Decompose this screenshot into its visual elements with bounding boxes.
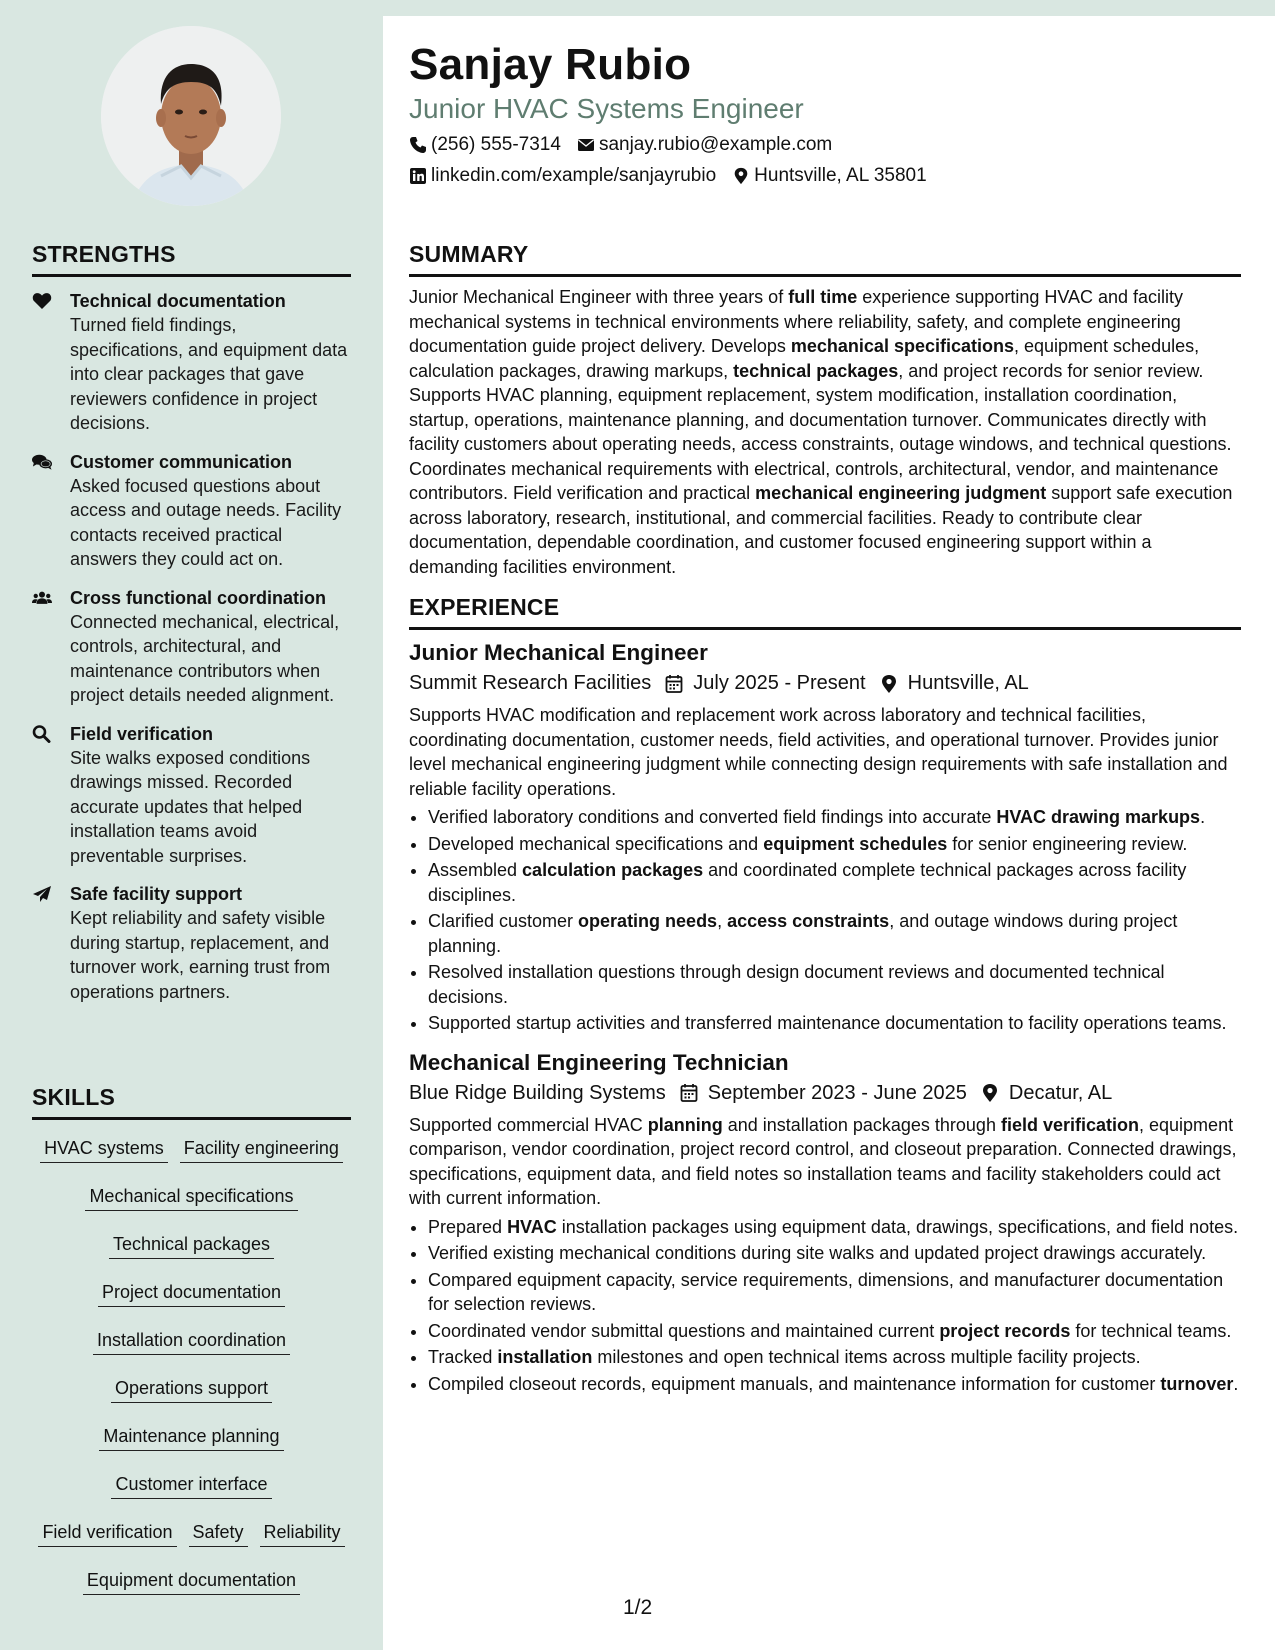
users-icon [32,586,70,708]
profile-photo [101,26,281,206]
company-name: Summit Research Facilities [409,672,652,694]
job-location-wrap [981,1082,1112,1105]
linkedin-text[interactable]: linkedin.com/example/sanjayrubio [431,165,717,186]
contact-row-2 [409,165,943,187]
location-text: Huntsville, AL 35801 [754,165,927,186]
email-text[interactable]: sanjay.rubio@example.com [598,134,833,155]
skill-tag: Maintenance planning [99,1420,283,1451]
strength-item [32,882,351,1004]
job-bullet: • Verified laboratory conditions and converted field findings into accurate HVAC drawing markups. [428,805,1241,830]
skills-heading: SKILLS [32,1084,351,1120]
skill-tag: Project documentation [98,1276,285,1307]
job-bullet: • Coordinated vendor submittal questions and maintained current project records for technical teams. [428,1319,1241,1344]
phone-contact [409,134,561,156]
skill-tag: HVAC systems [40,1132,168,1163]
email-contact[interactable] [577,134,832,156]
calendar-icon [680,1083,698,1103]
job-bullets [409,805,1241,1036]
strength-title: Technical documentation [70,291,286,311]
skill-tag: Facility engineering [180,1132,343,1163]
strength-item [32,450,351,572]
skill-tag: Technical packages [109,1228,274,1259]
strength-description: Asked focused questions about access and outage needs. Facility contacts received practical answers they could act on. [70,475,342,569]
map-pin-icon [732,167,750,185]
location-contact [732,165,927,187]
job-description: Supports HVAC modification and replacement work across laboratory and technical facilities, coordinating documentation, customer needs, field activities, and operational turnover. Provides junior level mechanical engineering judgment while connecting design requirements with safe installation and reliable facility operations. [409,705,1228,799]
map-pin-icon [981,1083,999,1103]
skill-tag: Operations support [111,1372,272,1403]
search-icon [32,722,70,869]
experience-heading: EXPERIENCE [409,594,1241,630]
strength-description: Turned field findings, specifications, and equipment data into clear packages that gave reviewers confidence in project decisions. [70,315,348,433]
strength-item [32,586,351,708]
linkedin-icon [409,167,427,185]
skill-tag: Customer interface [111,1468,271,1499]
job-bullets [409,1215,1241,1397]
strength-description: Connected mechanical, electrical, controls, architectural, and maintenance contributors when project details needed alignment. [70,611,340,705]
phone-text: (256) 555-7314 [431,134,561,155]
calendar-icon [665,674,683,694]
strength-title: Safe facility support [70,884,243,904]
skill-tag: Installation coordination [93,1324,290,1355]
strength-item [32,289,351,436]
candidate-name: Sanjay Rubio [409,40,692,89]
job-bullet: • Prepared HVAC installation packages using equipment data, drawings, specifications, and field notes. [428,1215,1241,1240]
chat-bubbles-icon [32,450,70,572]
experience-section [409,594,1241,1398]
phone-icon [409,136,427,154]
candidate-title: Junior HVAC Systems Engineer [409,93,804,124]
job-dates-wrap [665,672,865,695]
contact-row-1 [409,134,848,156]
job-title: Junior Mechanical Engineer [409,640,708,665]
skill-tag: Field verification [38,1516,176,1547]
skill-tag: Mechanical specifications [85,1180,297,1211]
job-bullet: • Developed mechanical specifications and equipment schedules for senior engineering review. [428,832,1241,857]
heart-icon [32,289,70,436]
job-meta [409,1082,1241,1105]
job-bullet: • Clarified customer operating needs, access constraints, and outage windows during project planning. [428,909,1241,958]
job-dates-wrap [680,1082,967,1105]
job-dates: September 2023 - June 2025 [707,1081,967,1104]
linkedin-contact[interactable] [409,165,716,187]
job-entry [409,640,1241,1036]
envelope-icon [577,136,595,154]
skill-tag: Safety [189,1516,248,1547]
summary-section [409,241,1241,579]
strength-title: Field verification [70,723,214,744]
job-bullet: • Resolved installation questions through design document reviews and documented technical decisions. [428,960,1241,1009]
job-bullet: • Compared equipment capacity, service requirements, dimensions, and manufacturer documentation for selection reviews. [428,1268,1241,1317]
job-description: Supported commercial HVAC planning and installation packages through field verification, equipment comparison, vendor coordination, project record control, and closeout preparation. Connected drawings, specifications, equipment data, and field notes so installation teams and facility stakeholders could act with current information. [409,1114,1237,1208]
skill-tag: Reliability [260,1516,345,1547]
skill-tag: Equipment documentation [83,1564,300,1595]
avatar [101,26,281,206]
page-number: 1/2 [623,1596,653,1619]
summary-text: Junior Mechanical Engineer with three years of full time experience supporting HVAC and facility mechanical systems in technical environments where reliability, safety, and complete engineering documentation guide project delivery. Develops mechanical specifications, equipment schedules, calculation packages, drawing markups, technical packages, and project records for senior review. Supports HVAC planning, equipment replacement, system modification, installation coordination, startup, operations, maintenance planning, and documentation turnover. Communicates directly with facility customers about operating needs, access constraints, outage windows, and technical questions. Coordinates mechanical requirements with electrical, controls, architectural, vendor, and maintenance contributors. Field verification and practical mechanical engineering judgment support safe execution across laboratory, research, institutional, and commercial facilities. Ready to contribute clear documentation, dependable coordination, and customer focused engineering support within a demanding facilities environment. [409,287,1233,577]
job-location: Decatur, AL [1008,1081,1113,1104]
job-bullet: • Supported startup activities and transferred maintenance documentation to facility operations teams. [428,1011,1241,1036]
job-bullet: • Tracked installation milestones and open technical items across multiple facility projects. [428,1345,1241,1370]
strengths-heading: STRENGTHS [32,241,351,277]
job-meta [409,672,1241,695]
paper-plane-icon [32,882,70,1004]
strengths-section [32,241,351,1004]
job-dates: July 2025 - Present [693,672,866,694]
strength-title: Customer communication [70,451,293,472]
strength-item [32,722,351,869]
map-pin-icon [880,674,898,694]
job-location: Huntsville, AL [907,672,1029,694]
strength-description: Kept reliability and safety visible during startup, replacement, and turnover work, earning trust from operations partners. [70,908,331,1002]
job-bullet: • Assembled calculation packages and coordinated complete technical packages across facility disciplines. [428,858,1241,907]
skills-section [32,1084,351,1612]
company-name: Blue Ridge Building Systems [409,1081,666,1104]
strength-title: Cross functional coordination [70,587,327,608]
skills-list [32,1132,351,1612]
job-bullet: • Compiled closeout records, equipment manuals, and maintenance information for customer turnover. [428,1372,1241,1397]
strength-description: Site walks exposed conditions drawings missed. Recorded accurate updates that helped installation teams avoid preventable surprises. [70,747,311,866]
job-title: Mechanical Engineering Technician [409,1049,789,1075]
job-entry [409,1050,1241,1397]
summary-heading: SUMMARY [409,241,1241,277]
job-bullet: • Verified existing mechanical conditions during site walks and updated project drawings accurately. [428,1241,1241,1266]
job-location-wrap [880,672,1029,695]
